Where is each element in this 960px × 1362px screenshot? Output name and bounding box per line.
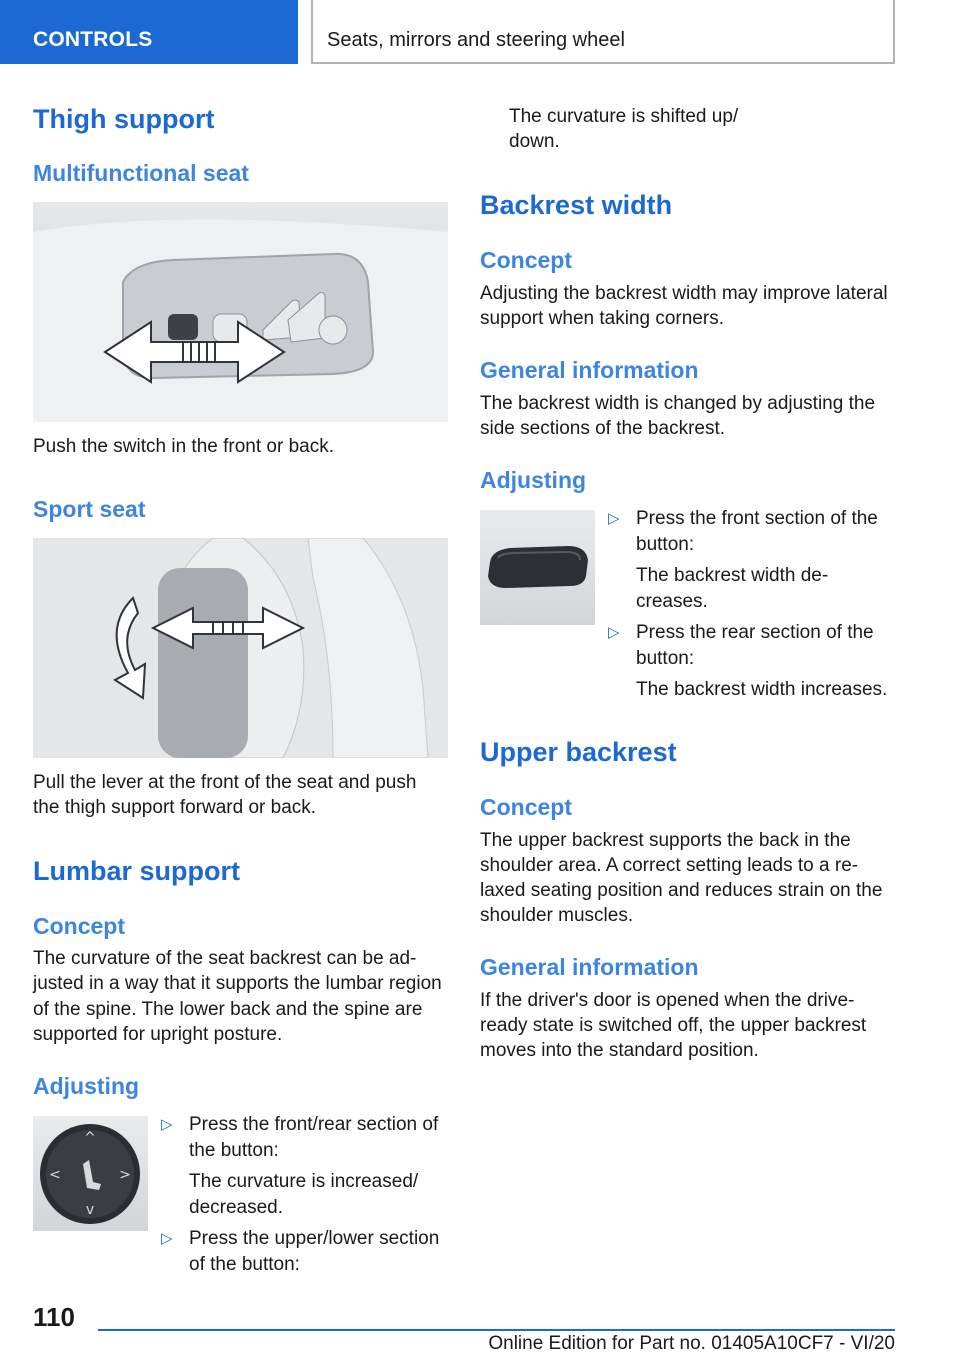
backrest-width-bullet-1-result-1: The backrest width de‐ bbox=[636, 565, 829, 586]
lumbar-bullet-2-line-2: of the button: bbox=[189, 1253, 300, 1275]
backrest-width-bullet-1-line-1: Press the front section of the bbox=[636, 508, 878, 529]
svg-text:^: ^ bbox=[84, 1130, 96, 1146]
right-triangle-icon: ▷ bbox=[608, 624, 620, 641]
lumbar-bullet-1-result-2: decreased. bbox=[189, 1196, 284, 1218]
footer-edition-text: Online Edition for Part no. 01405A10CF7 - VI/20 bbox=[488, 1333, 895, 1354]
header-section-tab bbox=[0, 0, 298, 64]
sport-seat-caption-line-2: the thigh support forward or back. bbox=[33, 797, 317, 818]
sport-seat-heading: Sport seat bbox=[33, 496, 146, 522]
backrest-width-concept-line-1: Adjusting the backrest width may improve lateral bbox=[480, 283, 888, 304]
header-section-label: CONTROLS bbox=[33, 28, 153, 51]
lumbar-concept-line-3: of the spine. The lower back and the spine are bbox=[33, 999, 423, 1020]
lumbar-continued-line-1: The curvature is shifted up/ bbox=[509, 106, 739, 127]
multifunctional-seat-photo bbox=[33, 202, 448, 422]
upper-backrest-concept-line-2: shoulder area. A correct setting leads to a re‐ bbox=[480, 855, 859, 876]
lumbar-bullet-1-result-1: The curvature is increased/ bbox=[189, 1171, 419, 1192]
right-triangle-icon: ▷ bbox=[161, 1230, 173, 1247]
lumbar-concept-line-1: The curvature of the seat backrest can be ad‐ bbox=[33, 948, 417, 969]
four-way-button-illustration bbox=[33, 1116, 148, 1231]
backrest-width-heading: Backrest width bbox=[480, 190, 673, 220]
backrest-width-button-photo bbox=[480, 510, 595, 625]
backrest-width-general-line-1: The backrest width is changed by adjusting the bbox=[480, 393, 876, 414]
rocker-button-illustration bbox=[480, 510, 595, 625]
lumbar-concept-line-4: supported for upright posture. bbox=[33, 1024, 283, 1045]
backrest-width-adjusting-heading: Adjusting bbox=[480, 467, 587, 493]
right-triangle-icon: ▷ bbox=[161, 1116, 173, 1133]
upper-backrest-heading: Upper backrest bbox=[480, 737, 677, 767]
right-triangle-icon: ▷ bbox=[608, 510, 620, 527]
sport-seat-caption-line-1: Pull the lever at the front of the seat and push bbox=[33, 772, 417, 793]
backrest-width-concept-heading: Concept bbox=[480, 247, 572, 273]
lumbar-concept-heading: Concept bbox=[33, 913, 125, 939]
multifunctional-seat-caption: Push the switch in the front or back. bbox=[33, 436, 334, 457]
lumbar-continued-line-2: down. bbox=[509, 131, 560, 152]
upper-backrest-general-line-2: ready state is switched off, the upper backrest bbox=[480, 1015, 867, 1036]
backrest-width-general-line-2: side sections of the backrest. bbox=[480, 418, 726, 439]
backrest-width-bullet-2-line-2: button: bbox=[636, 647, 695, 669]
lumbar-bullet-2 bbox=[161, 1226, 451, 1286]
backrest-width-concept-line-2: support when taking corners. bbox=[480, 308, 724, 329]
upper-backrest-concept-line-4: shoulder muscles. bbox=[480, 905, 634, 926]
multifunctional-seat-heading: Multifunctional seat bbox=[33, 160, 249, 186]
page-number: 110 bbox=[33, 1302, 75, 1332]
lumbar-support-heading: Lumbar support bbox=[33, 856, 240, 886]
svg-text:>: > bbox=[119, 1167, 131, 1183]
upper-backrest-general-line-3: moves into the standard position. bbox=[480, 1040, 759, 1061]
thigh-support-heading: Thigh support bbox=[33, 104, 215, 134]
upper-backrest-concept-heading: Concept bbox=[480, 794, 572, 820]
seat-switch-illustration bbox=[33, 202, 448, 422]
svg-text:v: v bbox=[85, 1202, 95, 1218]
backrest-width-bullet-2 bbox=[608, 620, 898, 710]
backrest-width-bullet-1 bbox=[608, 506, 898, 616]
header-chapter-box bbox=[311, 0, 895, 64]
footer-divider bbox=[98, 1329, 895, 1331]
backrest-width-bullet-1-result-2: creases. bbox=[636, 590, 708, 612]
lumbar-button-photo bbox=[33, 1116, 148, 1231]
sport-seat-photo bbox=[33, 538, 448, 758]
lumbar-bullet-2-line-1: Press the upper/lower section bbox=[189, 1228, 440, 1249]
backrest-width-general-heading: General information bbox=[480, 357, 699, 383]
upper-backrest-general-line-1: If the driver's door is opened when the drive- bbox=[480, 990, 855, 1011]
lumbar-bullet-1-line-2: the button: bbox=[189, 1139, 279, 1161]
backrest-width-bullet-2-result-1: The backrest width increases. bbox=[636, 679, 888, 700]
upper-backrest-concept-line-1: The upper backrest supports the back in the bbox=[480, 830, 851, 851]
upper-backrest-general-heading: General information bbox=[480, 954, 699, 980]
lumbar-concept-line-2: justed in a way that it supports the lumbar region bbox=[33, 973, 442, 994]
lumbar-adjusting-heading: Adjusting bbox=[33, 1073, 140, 1099]
lumbar-bullet-1-line-1: Press the front/rear section of bbox=[189, 1114, 439, 1135]
svg-text:<: < bbox=[49, 1167, 61, 1183]
backrest-width-bullet-1-line-2: button: bbox=[636, 533, 695, 555]
lumbar-bullet-1 bbox=[161, 1112, 451, 1232]
upper-backrest-concept-line-3: laxed seating position and reduces strain on the bbox=[480, 880, 883, 901]
thigh-lever-illustration bbox=[33, 538, 448, 758]
header-chapter-label: Seats, mirrors and steering wheel bbox=[327, 29, 625, 51]
backrest-width-bullet-2-line-1: Press the rear section of the bbox=[636, 622, 874, 643]
